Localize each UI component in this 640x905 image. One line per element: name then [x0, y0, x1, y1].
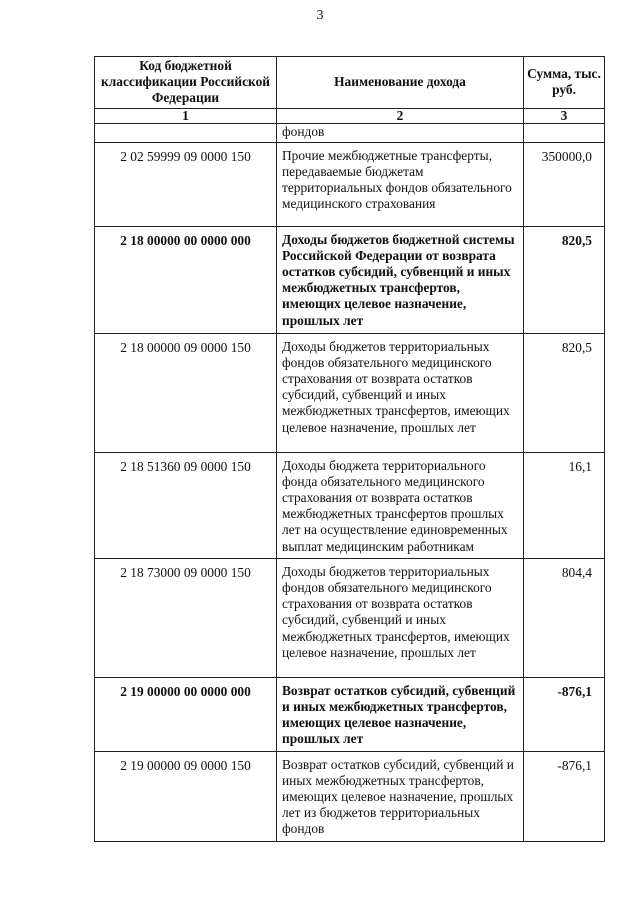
row-sum: 350000,0	[524, 142, 605, 226]
column-number: 3	[524, 108, 605, 123]
row-name: Доходы бюджета территориального фонда обязательного медицинского страхования от возврата остатков межбюджетных трансфертов прошлых лет на осуществление единовременных выплат медицинским работникам	[277, 452, 524, 558]
row-code: 2 18 00000 00 0000 000	[95, 226, 277, 333]
row-name: Доходы бюджетов территориальных фондов обязательного медицинского страхования от возврата остатков субсидий, субвенций и иных межбюджетных трансфертов, имеющих целевое назначение, прошлых лет	[277, 333, 524, 452]
row-code: 2 18 51360 09 0000 150	[95, 452, 277, 558]
row-name: Прочие межбюджетные трансферты, передаваемые бюджетам территориальных фондов обязательного медицинского страхования	[277, 142, 524, 226]
table-row	[95, 226, 605, 333]
column-number: 1	[95, 108, 277, 123]
header-name: Наименование дохода	[277, 57, 524, 109]
row-code: 2 18 73000 09 0000 150	[95, 558, 277, 677]
row-code: 2 19 00000 00 0000 000	[95, 677, 277, 751]
revenue-table	[94, 56, 605, 842]
continuation-text: фондов	[277, 123, 524, 142]
continuation-sum	[524, 123, 605, 142]
row-sum: 804,4	[524, 558, 605, 677]
table-row	[95, 751, 605, 841]
page-number: 3	[316, 8, 324, 23]
row-code: 2 19 00000 09 0000 150	[95, 751, 277, 841]
row-sum: -876,1	[524, 677, 605, 751]
table-row	[95, 452, 605, 558]
column-number-row	[95, 108, 605, 123]
column-number: 2	[277, 108, 524, 123]
row-sum: 16,1	[524, 452, 605, 558]
table-row	[95, 142, 605, 226]
table-row	[95, 558, 605, 677]
row-name: Доходы бюджетов территориальных фондов обязательного медицинского страхования от возврата остатков субсидий, субвенций и иных межбюджетных трансфертов, имеющих целевое назначение, прошлых лет	[277, 558, 524, 677]
row-name: Доходы бюджетов бюджетной системы Российской Федерации от возврата остатков субсидий, субвенций и иных межбюджетных трансфертов, имеющих целевое назначение, прошлых лет	[277, 226, 524, 333]
table-row	[95, 677, 605, 751]
table-row	[95, 333, 605, 452]
row-code: 2 18 00000 09 0000 150	[95, 333, 277, 452]
continuation-row	[95, 123, 605, 142]
row-code: 2 02 59999 09 0000 150	[95, 142, 277, 226]
row-name: Возврат остатков субсидий, субвенций и иных межбюджетных трансфертов, имеющих целевое назначение, прошлых лет из бюджетов территориальных фондов	[277, 751, 524, 841]
header-code: Код бюджетной классификации Российской Федерации	[95, 57, 277, 109]
header-sum: Сумма, тыс. руб.	[524, 57, 605, 109]
row-name: Возврат остатков субсидий, субвенций и иных межбюджетных трансфертов, имеющих целевое назначение, прошлых лет	[277, 677, 524, 751]
table-header-row	[95, 57, 605, 109]
continuation-code	[95, 123, 277, 142]
row-sum: 820,5	[524, 333, 605, 452]
row-sum: 820,5	[524, 226, 605, 333]
row-sum: -876,1	[524, 751, 605, 841]
